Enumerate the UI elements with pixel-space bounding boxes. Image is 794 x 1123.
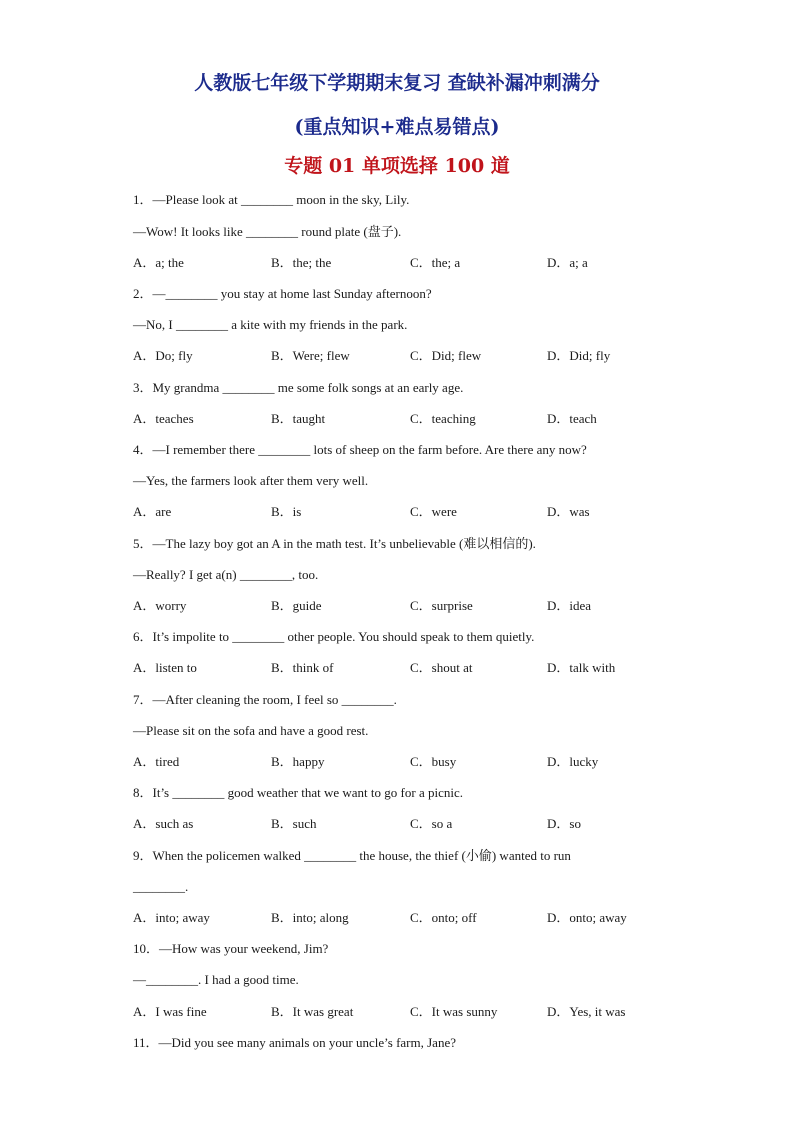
option-c: C．so a: [410, 816, 453, 831]
option-c: C．busy: [410, 754, 457, 769]
question-line: —Wow! It looks like ________ round plate (盘子).: [133, 224, 402, 239]
option-b: B．guide: [271, 598, 322, 613]
option-a: A．into; away: [133, 910, 210, 925]
option-a: A．tired: [133, 754, 180, 769]
document-subtitle: (重点知识+难点易错点): [294, 116, 500, 138]
option-d: D．talk with: [547, 660, 616, 675]
option-c: C．were: [410, 504, 457, 519]
option-d: D．so: [547, 816, 581, 831]
option-c: C．shout at: [410, 660, 473, 675]
option-a: A．listen to: [133, 660, 197, 675]
question-line: 5．—The lazy boy got an A in the math test. It’s unbelievable (难以相信的).: [133, 536, 536, 551]
option-d: D．onto; away: [547, 910, 627, 925]
question-line: —No, I ________ a kite with my friends in the park.: [133, 317, 408, 332]
document-title: 人教版七年级下学期期末复习 查缺补漏冲刺满分: [194, 72, 600, 94]
option-c: C．the; a: [410, 255, 461, 270]
question-line: 10．—How was your weekend, Jim?: [133, 941, 329, 956]
question-line: 9．When the policemen walked ________ the house, the thief (小偷) wanted to run: [133, 848, 571, 863]
option-a: A．such as: [133, 816, 194, 831]
question-line: 3．My grandma ________ me some folk songs at an early age.: [133, 380, 464, 395]
option-d: D．idea: [547, 598, 592, 613]
section-title: 专题 01 单项选择 100 道: [284, 155, 510, 177]
question-line: 7．—After cleaning the room, I feel so ________.: [133, 692, 397, 707]
option-c: C．It was sunny: [410, 1004, 498, 1019]
option-b: B．It was great: [271, 1004, 354, 1019]
option-c: C．surprise: [410, 598, 473, 613]
option-b: B．the; the: [271, 255, 332, 270]
question-line: 2．—________ you stay at home last Sunday afternoon?: [133, 286, 432, 301]
option-d: D．Yes, it was: [547, 1004, 626, 1019]
question-line: —Really? I get a(n) ________, too.: [133, 567, 319, 582]
option-d: D．lucky: [547, 754, 599, 769]
option-a: A．are: [133, 504, 172, 519]
option-b: B．taught: [271, 411, 326, 426]
question-line: ________.: [133, 879, 189, 894]
option-b: B．into; along: [271, 910, 349, 925]
question-line: —________. I had a good time.: [133, 972, 299, 987]
option-a: A．I was fine: [133, 1004, 207, 1019]
option-a: A．teaches: [133, 411, 194, 426]
option-d: D．teach: [547, 411, 597, 426]
option-c: C．teaching: [410, 411, 476, 426]
option-a: A．Do; fly: [133, 348, 193, 363]
option-b: B．happy: [271, 754, 325, 769]
option-b: B．is: [271, 504, 302, 519]
option-a: A．a; the: [133, 255, 184, 270]
question-line: —Please sit on the sofa and have a good rest.: [133, 723, 369, 738]
option-d: D．was: [547, 504, 590, 519]
option-b: B．think of: [271, 660, 334, 675]
option-c: C．onto; off: [410, 910, 477, 925]
question-line: 8．It’s ________ good weather that we want to go for a picnic.: [133, 785, 463, 800]
question-line: 6．It’s impolite to ________ other people. You should speak to them quietly.: [133, 629, 535, 644]
option-b: B．such: [271, 816, 317, 831]
question-line: 4．—I remember there ________ lots of sheep on the farm before. Are there any now?: [133, 442, 587, 457]
question-line: 1．—Please look at ________ moon in the sky, Lily.: [133, 192, 410, 207]
option-c: C．Did; flew: [410, 348, 482, 363]
option-b: B．Were; flew: [271, 348, 350, 363]
option-d: D．Did; fly: [547, 348, 611, 363]
option-a: A．worry: [133, 598, 187, 613]
question-line: —Yes, the farmers look after them very well.: [133, 473, 369, 488]
option-d: D．a; a: [547, 255, 588, 270]
question-line: 11．—Did you see many animals on your uncle’s farm, Jane?: [133, 1035, 456, 1050]
